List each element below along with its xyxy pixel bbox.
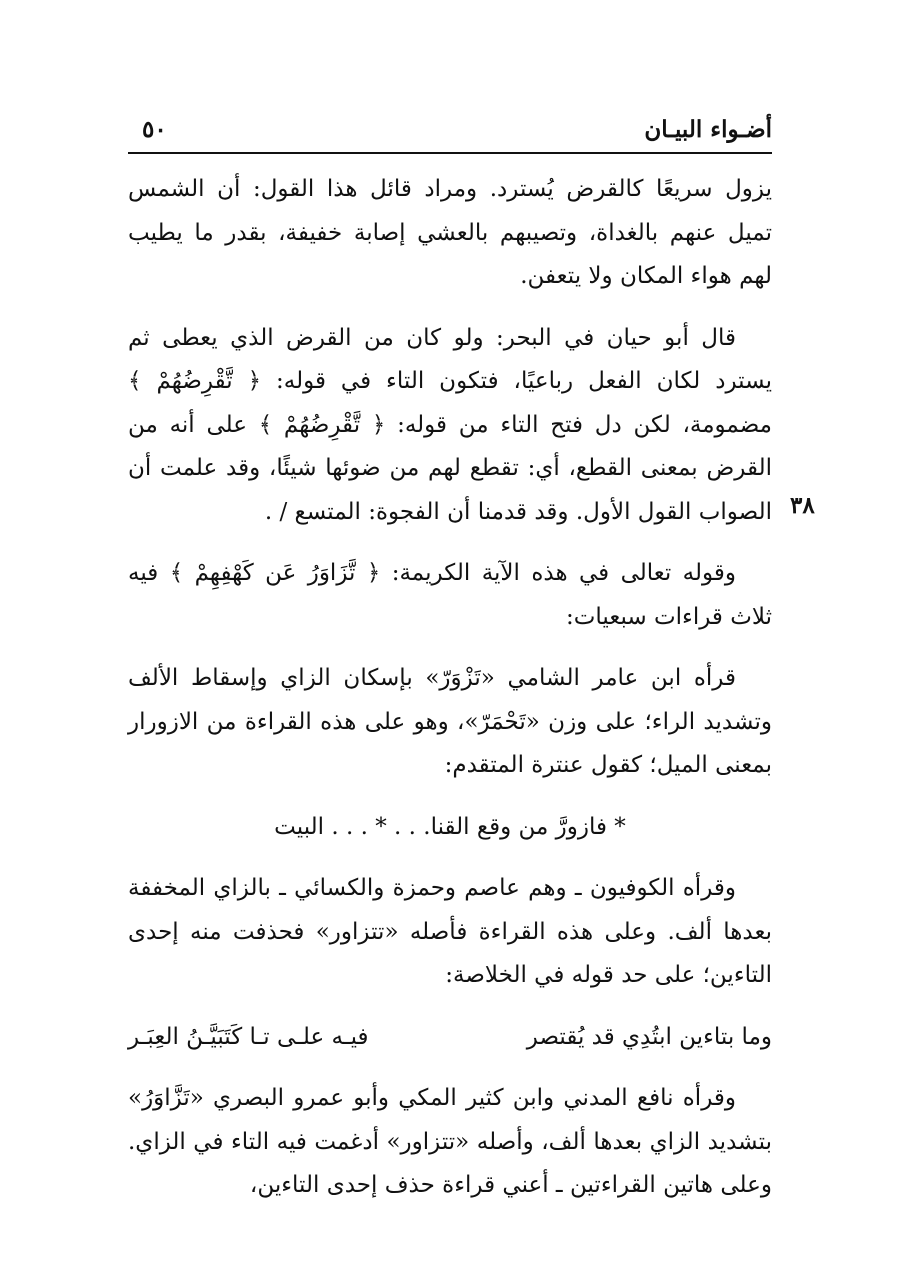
quran-quote-2: ﴿ تَّقْرِضُهُمْ ﴾ [258, 411, 386, 438]
margin-page-reference: ٣٨ [790, 492, 815, 519]
paragraph-2-text-c: على أنه من القرض بمعنى القطع، أي: تقطع لهم من ضوئها شيئًا، وقد علمت أن الصواب القول الأول. وقد قدمنا أن الفجوة: المتسع / . [128, 411, 772, 525]
running-title: أضـواء البيـان [644, 116, 772, 143]
paragraph-2 [128, 317, 772, 535]
paragraph-3-text-b: فيه ثلاث قراءات سبعيات: [128, 560, 772, 630]
poem-second-hemistich: فيـه علـى تـا كَتَبَيَّـنُ العِبَـر [128, 1023, 369, 1050]
paragraph-3 [128, 552, 772, 639]
quran-quote-3: ﴿ تَّزَاوَرُ عَن كَهْفِهِمْ ﴾ [169, 560, 381, 586]
paragraph-3-text-a: وقوله تعالى في هذه الآية الكريمة: [380, 560, 736, 586]
quran-quote-1: ﴿ تَّقْرِضُهُمْ ﴾ [128, 368, 262, 394]
paragraph-6: وقرأه نافع المدني وابن كثير المكي وأبو عمرو البصري «تَزَّاوَرُ» بتشديد الزاي بعدها ألف، وأصله «تتزاور» أدغمت فيه التاء في الزاي. وعلى هاتين القراءتين ـ أعني قراءة حذف إحدى التاءين، [128, 1085, 772, 1198]
poetry-verse: * فازورَّ من وقع القنا. . . * . . . البيت [274, 813, 626, 840]
paragraph-2-text-a: قال أبو حيان في البحر: ولو كان من القرض الذي يعطى ثم يسترد لكان الفعل رباعيًا، فتكون التاء في قوله: [128, 324, 772, 394]
page-number: ٥٠ [142, 116, 167, 143]
paragraph-2-text-b: مضمومة، لكن دل فتح التاء من قوله: [385, 411, 772, 438]
page-header [128, 112, 772, 154]
poem-first-hemistich: وما بتاءين ابتُدِي قد يُقتصر [526, 1023, 772, 1050]
paragraph-5: وقرأه الكوفيون ـ وهم عاصم وحمزة والكسائي ـ بالزاي المخففة بعدها ألف. وعلى هذه القراءة فأصله «تتزاور» فحذفت منه إحدى التاءين؛ على حد قوله في الخلاصة: [128, 875, 772, 988]
paragraph-1: يزول سريعًا كالقرض يُسترد. ومراد قائل هذا القول: أن الشمس تميل عنهم بالغداة، وتصيبهم بالعشي إصابة خفيفة، بقدر ما يطيب لهم هواء المكان ولا يتعفن. [128, 176, 772, 289]
paragraph-4: قرأه ابن عامر الشامي «تَزْوَرّ» بإسكان الزاي وإسقاط الألف وتشديد الراء؛ على وزن «تَحْمَرّ»، وهو على هذه القراءة من الازورار بمعنى الميل؛ كقول عنترة المتقدم: [128, 665, 772, 778]
poem-couplet [128, 1016, 772, 1060]
main-text [128, 168, 772, 1226]
